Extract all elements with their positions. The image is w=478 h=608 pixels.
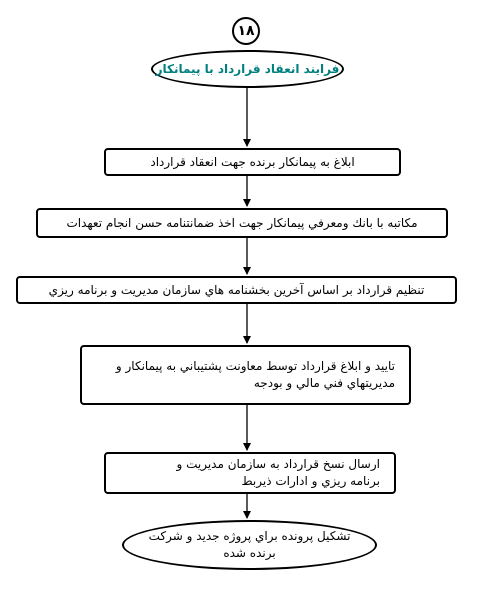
step-approve-line1: تاييد و ابلاغ قرارداد توسط معاونت پشتيباني به پيمانكار و [115, 359, 395, 373]
step-number-badge [232, 17, 260, 45]
end-line1: تشكيل پرونده براي پروژه جديد و شركت [148, 529, 351, 543]
step-draft-contract-text: تنظيم قرارداد بر اساس آخرين بخشنامه هاي سازمان مديريت و برنامه ريزي [48, 282, 425, 297]
process-title-node [151, 50, 344, 88]
step-number: ۱۸ [237, 23, 255, 39]
step-notify-contractor [104, 148, 401, 176]
step-bank-guarantee-text: مكاتبه با بانك ومعرفي پيمانكار جهت اخذ ضمانتنامه حسن انجام تعهدات [66, 215, 418, 230]
step-send-line2: برنامه ريزي و ادارات ذيربط [241, 474, 380, 488]
step-approve-line2: مديريتهاي فني مالي و بودجه [253, 376, 395, 390]
step-send-line1: ارسال نسخ قرارداد به سازمان مديريت و [176, 457, 380, 471]
end-node-create-file [122, 520, 377, 570]
step-send-copies [104, 452, 396, 494]
process-title: فرايند انعقاد قرارداد با پيمانكار [155, 61, 340, 76]
step-notify-contractor-text: ابلاغ به پيمانكار برنده جهت انعقاد قرارداد [150, 154, 355, 169]
step-draft-contract [16, 276, 457, 304]
end-line2: برنده شده [223, 546, 276, 560]
step-bank-guarantee [36, 208, 448, 238]
step-approve-contract [80, 345, 411, 405]
